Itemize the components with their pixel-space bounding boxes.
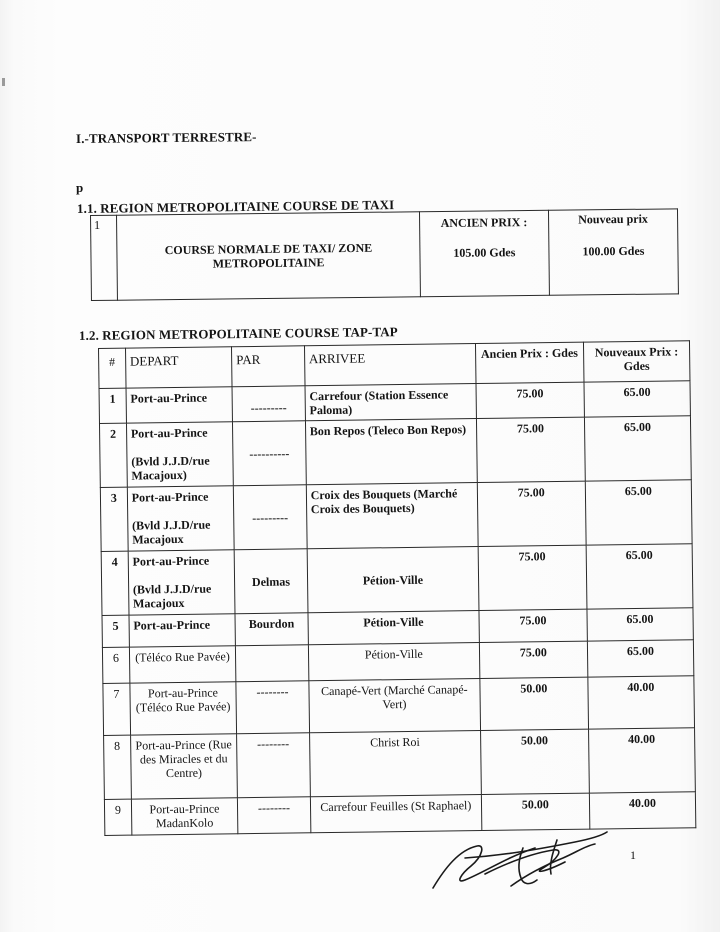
row-number: 8 [104,735,132,799]
old-price-cell: 75.00 [476,417,585,482]
old-price-cell: 50.00 [480,677,589,730]
depart-cell [126,422,233,487]
par-cell: -------- [237,797,310,834]
arrivee-cell: Canapé-Vert (Marché Canapé-Vert) [309,679,481,733]
arrivee-cell: Pétion-Ville [308,643,480,681]
new-price-cell: 65.00 [587,608,694,641]
old-price-cell: 75.00 [477,481,586,546]
new-price-cell: 40.00 [589,792,696,829]
par-cell [235,645,308,682]
par-cell: -------- [236,681,309,734]
header-depart: DEPART [125,347,232,388]
arrivee-cell: Christ Roi [309,731,481,797]
row-number: 5 [102,615,129,647]
par-value: --------- [252,510,289,525]
par-cell [232,386,305,422]
arrivee-cell: Croix des Bouquets (Marché Croix des Bouquets) [306,483,478,549]
old-price-cell [419,210,549,296]
taxi-price-table [90,208,679,301]
table-row [100,480,692,552]
new-price-cell: 65.00 [586,544,693,609]
new-price-cell: 65.00 [587,640,694,677]
header-par: PAR [232,346,305,387]
depart-detail: (Bvld J.J.D/rue Macajoux [132,517,211,547]
old-price-label: ANCIEN PRIX : [440,215,528,231]
row-number: 7 [103,683,130,735]
par-value: ---------- [249,446,290,461]
new-price-cell: 40.00 [588,676,695,729]
taxi-description: COURSE NORMALE DE TAXI/ ZONE METROPOLITAINE [117,212,421,300]
arrivee-cell: Carrefour Feuilles (St Raphael) [310,795,482,833]
old-price-cell: 75.00 [478,545,587,610]
arrivee-cell: Bon Repos (Teleco Bon Repos) [305,419,477,485]
depart-detail: (Bvld J.J.D/rue Macajoux [132,581,212,611]
depart-cell: Port-au-Prince [129,614,236,647]
taptap-section-heading: 1.2. REGION METROPOLITAINE COURSE TAP-TAP [78,324,398,343]
par-cell: Bourdon [235,613,308,646]
depart-cell: Port-au-Prince (Rue des Miracles et du Centre) [130,734,237,799]
old-price-cell: 50.00 [481,793,589,830]
old-price-cell: 75.00 [479,641,587,678]
table-row [103,676,695,736]
taxi-section-heading: 1.1. REGION METROPOLITAINE COURSE DE TAXI [76,197,395,216]
arrivee-cell: Pétion-Ville [307,547,479,613]
old-price-value: 105.00 Gdes [453,245,516,260]
par-cell: Delmas [234,549,308,614]
par-cell [233,485,307,550]
depart-cell: Port-au-Prince (Téléco Rue Pavée) [130,682,237,735]
old-price-cell: 75.00 [479,609,587,642]
new-price-value: 100.00 Gdes [582,243,645,259]
depart-value: Port-au-Prince [131,489,209,505]
row-number: 4 [101,551,129,615]
stray-mark: p [76,180,84,195]
depart-cell [128,550,235,615]
par-cell: -------- [237,733,311,798]
old-price-cell: 50.00 [480,729,589,794]
depart-cell: Port-au-Prince MadanKolo [131,798,238,835]
new-price-cell: 65.00 [584,416,691,481]
new-price-label: Nouveau prix [578,211,648,227]
scan-artifact [2,78,5,86]
row-number: 2 [99,423,127,487]
row-number: 1 [91,215,118,300]
depart-detail: (Bvld J.J.D/rue Macajoux) [131,453,210,483]
header-num: # [99,348,126,388]
old-price-cell: 75.00 [476,382,584,418]
new-price-cell: 65.00 [585,480,692,545]
table-row [99,416,691,488]
arrivee-cell: Carrefour (Station Essence Paloma) [305,384,477,421]
row-number: 6 [102,647,129,683]
handwritten-signature [425,828,615,896]
new-price-cell [548,209,678,295]
taptap-price-table [98,340,696,836]
row-number: 9 [104,799,131,835]
new-price-cell: 40.00 [588,728,695,793]
header-old-price: Ancien Prix : Gdes [475,342,583,383]
header-new-price: Nouveaux Prix : Gdes [583,341,690,382]
section-heading-transport: I.-TRANSPORT TERRESTRE- [75,129,257,146]
header-arrivee: ARRIVEE [304,344,476,386]
depart-cell: Port-au-Prince [126,387,233,423]
table-row [91,209,679,301]
depart-cell [127,486,234,551]
new-price-cell: 65.00 [584,381,691,417]
row-number: 1 [99,388,126,423]
table-row [101,544,693,616]
depart-value: Port-au-Prince [132,553,210,569]
depart-cell: (Téléco Rue Pavée) [129,646,236,683]
table-row [104,728,696,800]
par-value: --------- [250,400,287,416]
row-number: 3 [100,487,128,551]
par-cell [233,421,307,486]
arrivee-cell: Pétion-Ville [308,611,480,645]
depart-value: Port-au-Prince [130,425,208,441]
page-number: 1 [630,848,636,862]
